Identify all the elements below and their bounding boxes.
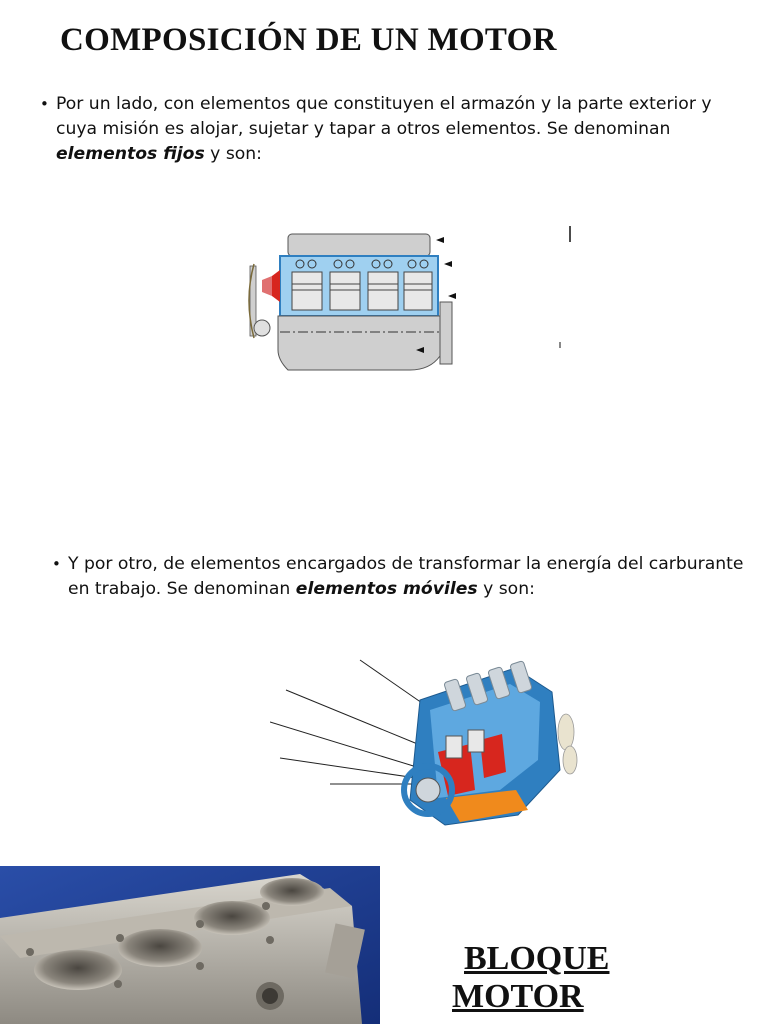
bullet-marker: • [40,95,49,113]
page-title: COMPOSICIÓN DE UN MOTOR [60,22,557,58]
engine-section-diagram [240,220,580,380]
bullet-fixed-elements [40,92,736,167]
caption-line-2: MOTOR [452,978,584,1015]
bullet-text: Por un lado, con elementos que constituyen el armazón y la parte exterior y cuya misión es alojar, sujetar y tapar a otros elementos. Se denominan [56,94,712,139]
block-caption [452,940,609,1016]
bullet-moving-elements [52,552,748,602]
bullet-text-end: y son: [477,579,535,599]
caption-line-1: BLOQUE [464,940,610,977]
bullet-text: Y por otro, de elementos encargados de transformar la energía del carburante en trabajo. Se denominan [68,554,744,599]
engine-block-photo [0,866,380,1024]
emphasis-moving-elements: elementos móviles [295,579,478,599]
engine-cutaway-illustration [270,640,590,840]
emphasis-fixed-elements: elementos fijos [56,144,205,164]
bullet-text-end: y son: [204,144,262,164]
bullet-marker: • [52,555,61,573]
